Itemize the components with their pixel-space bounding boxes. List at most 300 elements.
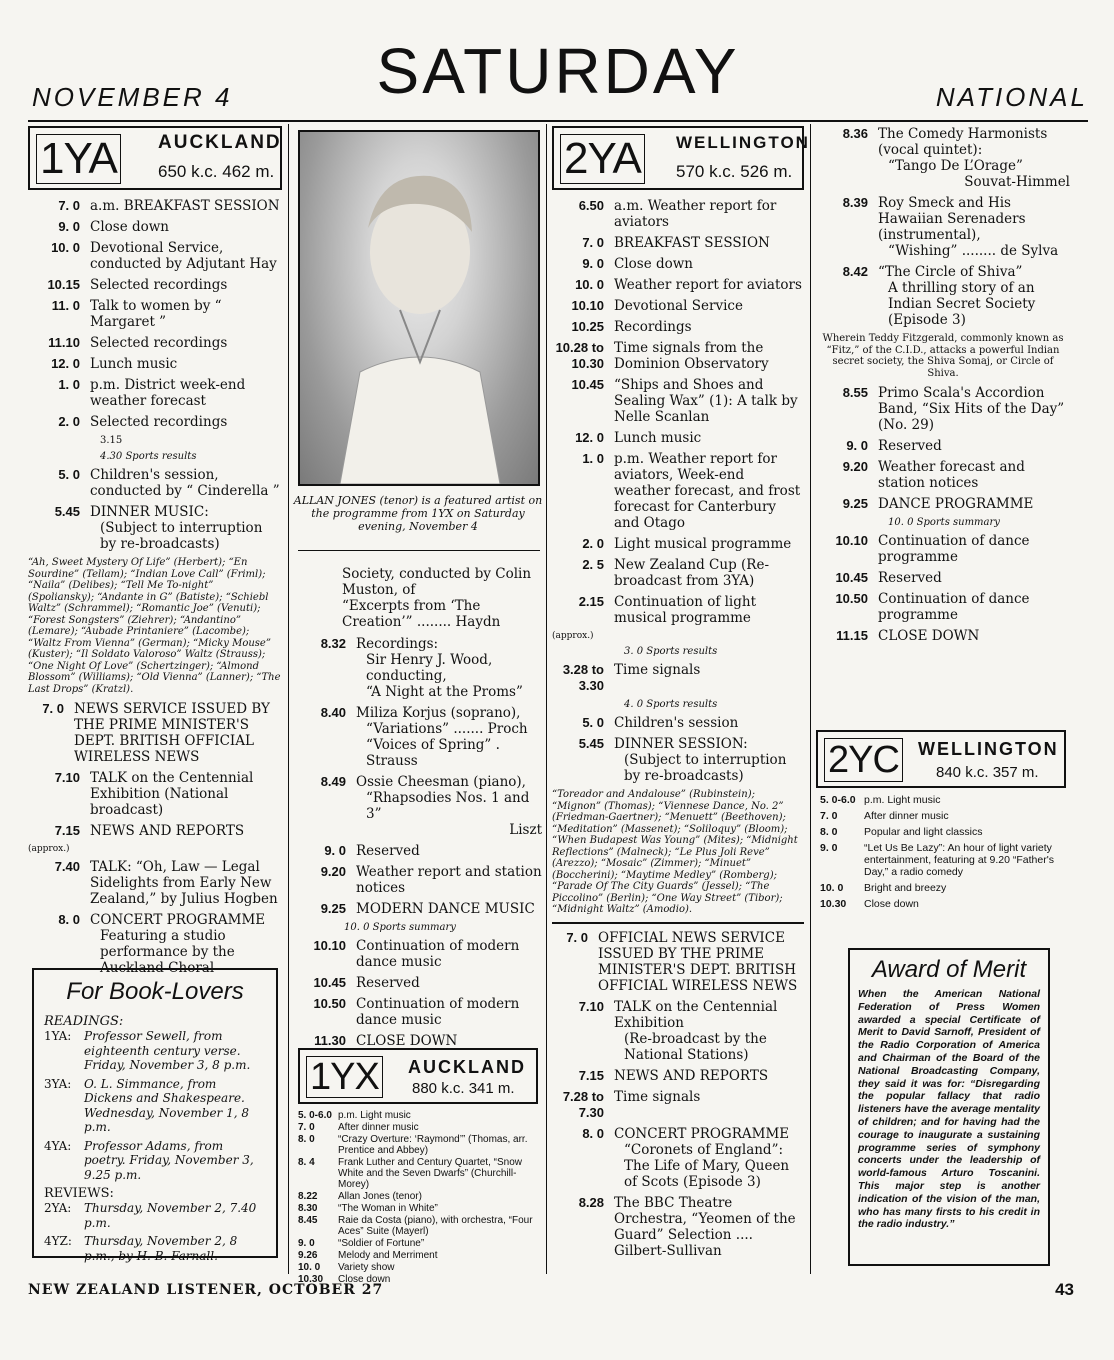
- programme-title: DINNER MUSIC:: [90, 504, 209, 520]
- programme-text: [90, 377, 282, 409]
- programme-item: [28, 298, 282, 330]
- programme-list: [28, 467, 282, 552]
- programme-time: 11. 0: [51, 298, 80, 313]
- shirt-shape: [340, 357, 500, 484]
- programme-item: [298, 1122, 542, 1133]
- programme-detail: “Rhapsodies Nos. 1 and 3”: [366, 790, 530, 822]
- book-entry: [44, 1234, 266, 1263]
- programme-item: [816, 438, 1070, 454]
- programme-time: 3.28 to 3.30: [562, 662, 604, 693]
- programme-title: Variety show: [338, 1262, 395, 1273]
- station-frequency: 650 k.c. 462 m.: [158, 162, 275, 181]
- programme-list: [294, 636, 542, 917]
- programme-text: [90, 770, 282, 818]
- programme-text: [864, 842, 1068, 878]
- programme-title: Continuation of modern dance music: [356, 996, 520, 1028]
- programme-time: 8.42: [842, 264, 868, 279]
- programme-text: [878, 459, 1070, 491]
- programme-title: Miliza Korjus (soprano),: [356, 705, 521, 721]
- programme-text: [864, 826, 1068, 838]
- programme-title: Selected recordings: [90, 335, 228, 351]
- programme-item: [552, 930, 804, 994]
- programme-text: [614, 319, 804, 335]
- programme-item: [298, 1203, 542, 1214]
- programme-title: “Ships and Shoes and Sealing Wax” (1): A talk by Nelle Scanlan: [614, 377, 798, 425]
- programme-list: [552, 198, 804, 626]
- programme-time: 8. 4: [298, 1157, 315, 1168]
- sub-item: 4. 0 Sports results: [624, 699, 718, 710]
- programme-title: “Let Us Be Lazy”: An hour of light variety entertainment, featuring at 9.20 “Father's Day,” a radio comedy: [864, 842, 1054, 878]
- programme-title: Weather forecast and station notices: [878, 459, 1025, 491]
- programme-item: [28, 823, 282, 839]
- programme-list-1yx: [298, 1110, 542, 1286]
- programme-item: [28, 467, 282, 499]
- programme-text: [614, 340, 804, 372]
- page-title: SATURDAY: [376, 35, 740, 107]
- programme-time: 8. 0: [298, 1134, 315, 1145]
- programme-text: [614, 536, 804, 552]
- programme-time: 5.45: [54, 504, 80, 519]
- programme-time: 5.45: [578, 736, 604, 751]
- programme-title: Primo Scala's Accordion Band, “Six Hits of the Day” (No. 29): [878, 385, 1065, 433]
- programme-text: NEWS SERVICE ISSUED BY THE PRIME MINISTER'S DEPT. BRITISH OFFICIAL WIRELESS NEWS: [74, 701, 270, 765]
- readings-list: [44, 1029, 266, 1182]
- station-call-sign: 2YA: [560, 134, 645, 184]
- programme-item: [820, 810, 1068, 822]
- book-detail: O. L. Simmance, from Dickens and Shakespeare. Wednesday, November 1, 8 p.m.: [84, 1076, 249, 1134]
- programme-text: [356, 975, 542, 991]
- reviews-list: [44, 1201, 266, 1263]
- programme-title: The Comedy Harmonists (vocal quintet):: [878, 126, 1048, 158]
- programme-item: [298, 1262, 542, 1273]
- programme-title: Frank Luther and Century Quartet, “Snow White and the Seven Dwarfs” (Churchill-Morey): [338, 1157, 522, 1190]
- programme-item: [552, 662, 804, 694]
- programme-item: [820, 842, 1068, 878]
- programme-list: [28, 859, 282, 976]
- programme-text: [90, 219, 282, 235]
- programme-item: [552, 256, 804, 272]
- programme-time: 8. 0: [582, 1125, 604, 1141]
- programme-item: [28, 377, 282, 409]
- programme-time: 11.15: [836, 628, 868, 643]
- programme-time: 7.15: [54, 823, 80, 838]
- book-entry: [44, 1077, 266, 1135]
- programme-title: After dinner music: [338, 1122, 419, 1133]
- programme-title: CLOSE DOWN: [878, 628, 980, 644]
- book-station: 1YA:: [44, 1029, 72, 1043]
- programme-title: Light musical programme: [614, 536, 792, 552]
- programme-title: Close down: [90, 219, 170, 235]
- programme-title: Continuation of dance programme: [878, 533, 1030, 565]
- programme-list: [28, 198, 282, 430]
- book-station: 4YZ:: [44, 1234, 72, 1248]
- programme-item: [820, 898, 1068, 910]
- programme-time: 10.50: [313, 996, 346, 1011]
- programme-text: [878, 496, 1070, 512]
- programme-time: 7.40: [54, 859, 80, 874]
- station-city: AUCKLAND: [158, 132, 282, 153]
- programme-time: 10.15: [47, 277, 80, 292]
- programme-title: New Zealand Cup (Re-broadcast from 3YA): [614, 557, 769, 589]
- column-4: [816, 126, 1070, 649]
- programme-time: 8. 0: [58, 912, 80, 927]
- programme-item: [28, 240, 282, 272]
- programme-item: [552, 298, 804, 314]
- programme-text: [614, 1089, 804, 1121]
- book-detail: Professor Adams, from poetry. Friday, November 3, 9.25 p.m.: [84, 1138, 254, 1182]
- programme-item: [816, 195, 1070, 259]
- footer-publication: NEW ZEALAND LISTENER, OCTOBER 27: [28, 1282, 384, 1298]
- column-1ya: [28, 126, 282, 981]
- programme-detail: (Re-broadcast by the National Stations): [624, 1030, 767, 1063]
- programme-title: DINNER SESSION:: [614, 736, 748, 752]
- station-call-sign: 2YC: [824, 738, 903, 782]
- programme-item: [552, 377, 804, 425]
- programme-time: 10.10: [571, 298, 604, 313]
- programme-item: [294, 996, 542, 1028]
- page-header: [28, 36, 1088, 116]
- programme-title: “The Woman in White”: [338, 1203, 438, 1214]
- programme-text: [356, 705, 542, 769]
- programme-time: 10.30: [820, 898, 847, 910]
- station-city: WELLINGTON: [676, 133, 810, 152]
- programme-list: [816, 126, 1070, 328]
- section-rule: [552, 922, 804, 924]
- dinner-music-note: “Ah, Sweet Mystery Of Life” (Herbert); “En Sourdine” (Tellam); “Indian Love Call” (Friml); “Naila” (Delibes); “Tell Me To-night” (Spoliansky); “Andante in G” (Batiste); “Schiebl Waltz” (Schrammel); “Romantic Joe” (Venuti); “Forest Songsters” (Ziehrer); “Andantino” (Lemare); “Aubade Printaniere” (Lacombe); “Waltz From Vienna” (German); “Micky Mouse” (Kuster); “Il Soldato Valoroso” Waltz (Strauss); “One Night Of Love” (Schertzinger); “Almond Blossom” (Williams); “Old Vienna” (Lanner); “The Last Drops” (Kratzl).: [28, 557, 281, 695]
- book-entry: [44, 1029, 266, 1073]
- programme-text: [614, 999, 804, 1063]
- programme-item: [294, 636, 542, 700]
- book-detail: Thursday, November 2, 8 p.m., by H. B. Farnall.: [84, 1234, 238, 1263]
- programme-title: Talk to women by “ Margaret ”: [90, 298, 222, 330]
- programme-title: After dinner music: [864, 810, 949, 822]
- programme-text: [878, 628, 1070, 644]
- programme-time: 10.28 to 10.30: [555, 340, 604, 371]
- programme-item: [820, 826, 1068, 838]
- programme-title: CONCERT PROGRAMME: [614, 1125, 790, 1142]
- programme-text: [878, 385, 1070, 433]
- programme-text: [614, 1195, 804, 1259]
- programme-time: 10.10: [835, 533, 868, 548]
- programme-text: [614, 557, 804, 589]
- programme-text: [614, 662, 804, 694]
- programme-item: [28, 356, 282, 372]
- book-station: 4YA:: [44, 1138, 72, 1153]
- programme-text: [878, 126, 1070, 190]
- station-call-sign: 1YA: [36, 134, 121, 184]
- programme-title: Ossie Cheesman (piano),: [356, 774, 526, 790]
- sub-item: 10. 0 Sports summary: [344, 922, 456, 933]
- programme-title: TALK: “Oh, Law — Legal Sidelights from Early New Zealand,” by Julius Hogben: [90, 859, 278, 907]
- programme-detail: (Subject to interruption by re-broadcasts): [624, 752, 787, 784]
- programme-item: [294, 938, 542, 970]
- programme-text: [878, 195, 1070, 259]
- programme-text: [614, 451, 804, 531]
- programme-text: [356, 938, 542, 970]
- programme-text: [614, 594, 804, 626]
- programme-time: 2. 0: [58, 414, 80, 429]
- programme-item: [816, 533, 1070, 565]
- programme-text: [338, 1191, 542, 1202]
- programme-detail: Featuring a studio performance by the Auckland Choral: [100, 928, 235, 976]
- programme-text: [614, 277, 804, 293]
- programme-title: Close down: [864, 898, 919, 910]
- photo-caption: ALLAN JONES (tenor) is a featured artist on the programme from 1YX on Saturday evening, November 4: [293, 494, 543, 533]
- programme-item: [294, 975, 542, 991]
- programme-item: [816, 126, 1070, 190]
- programme-item: [298, 1238, 542, 1249]
- programme-title: CLOSE DOWN: [356, 1033, 458, 1049]
- station-header-2ya: [552, 126, 810, 190]
- programme-time: 9. 0: [846, 438, 868, 453]
- programme-detail: (Subject to interruption by re-broadcasts): [100, 520, 263, 552]
- programme-title: “Crazy Overture: ‘Raymond’” (Thomas, arr. Prentice and Abbey): [338, 1134, 528, 1156]
- programme-text: [614, 377, 804, 425]
- programme-title: “The Circle of Shiva”: [878, 264, 1023, 280]
- column-divider: [810, 124, 811, 1274]
- programme-text: [90, 414, 282, 430]
- programme-item: [816, 385, 1070, 433]
- programme-text: [338, 1250, 542, 1261]
- programme-time: 5. 0: [582, 715, 604, 730]
- programme-title: Continuation of light musical programme: [614, 594, 757, 626]
- programme-text: [864, 810, 1068, 822]
- programme-time: 7.15: [578, 1067, 604, 1083]
- programme-list: [552, 662, 804, 694]
- programme-time: 12. 0: [51, 356, 80, 371]
- page-number: 43: [1055, 1280, 1074, 1299]
- programme-title: Raie da Costa (piano), with orchestra, “Four Aces” Suite (Mayerl): [338, 1215, 533, 1237]
- book-entry: [44, 1201, 266, 1230]
- award-text: When the American National Federation of Press Women awarded a special Certificate of Merit to David Sarnoff, President of the Radio Corporation of America and Chairman of the Board of the National Broadcasting Company, they said it was for: “Disregarding the popular fallacy that radio listeners have the average mentality of children; and for having had the courage to inaugurate a sustaining programme series of symphony concerts under the leadership of world-famous Arturo Toscanini. This major step is another indication of the vision of the man, who has many firsts to his credit in the radio industry.”: [858, 988, 1040, 1231]
- programme-text: [864, 794, 1068, 806]
- programme-detail: “Voices of Spring” . Strauss: [366, 737, 500, 769]
- programme-item: [552, 235, 804, 251]
- station-frequency: 880 k.c. 341 m.: [412, 1080, 515, 1097]
- programme-time: 5. 0-6.0: [298, 1110, 332, 1121]
- programme-item: [298, 1250, 542, 1261]
- box-title: For Book-Lovers: [66, 978, 244, 1005]
- programme-title: “Soldier of Fortune”: [338, 1238, 425, 1249]
- programme-title: The BBC Theatre Orchestra, “Yeomen of the Guard” Selection .... Gilbert-Sullivan: [614, 1194, 796, 1259]
- programme-time: 8.45: [298, 1215, 318, 1226]
- programme-time: 10.10: [313, 938, 346, 953]
- programme-time: 7. 0: [42, 701, 64, 716]
- programme-item: [552, 430, 804, 446]
- programme-time: 5. 0-6.0: [820, 794, 856, 806]
- programme-title: Continuation of modern dance music: [356, 938, 520, 970]
- serial-note: Wherein Teddy Fitzgerald, commonly known as “Fitz,” of the C.I.D., attacks a powerful Indian secret society, the Shiva Somaj, or Circle of Shiva.: [822, 333, 1064, 379]
- programme-time: 12. 0: [575, 430, 604, 445]
- programme-title: Weather report and station notices: [356, 864, 542, 896]
- programme-list: [816, 533, 1070, 644]
- programme-text: [356, 864, 542, 896]
- programme-time: 5. 0: [58, 467, 80, 482]
- programme-title: p.m. Light music: [864, 794, 941, 806]
- programme-text: [356, 636, 542, 700]
- programme-text: [864, 898, 1068, 910]
- header-region: NATIONAL: [935, 82, 1088, 112]
- programme-title: Selected recordings: [90, 414, 228, 430]
- programme-item: [816, 264, 1070, 328]
- column-divider: [288, 124, 289, 1274]
- programme-title: Reserved: [878, 570, 942, 586]
- programme-text: [614, 298, 804, 314]
- programme-detail: “Tango De L’Orage”: [888, 158, 1023, 174]
- programme-item: [552, 1126, 804, 1190]
- programme-item: [820, 794, 1068, 806]
- programme-item: [816, 459, 1070, 491]
- programme-text: [338, 1157, 542, 1190]
- programme-time: 7. 0: [582, 235, 604, 250]
- programme-title: NEWS AND REPORTS: [614, 1067, 769, 1084]
- programme-composer: Liszt: [509, 822, 542, 838]
- programme-time: 7. 0: [820, 810, 838, 822]
- programme-item: [552, 340, 804, 372]
- programme-time: 9.20: [842, 459, 868, 474]
- award-of-merit-box: [848, 948, 1050, 1266]
- programme-item: [552, 999, 804, 1063]
- station-city: AUCKLAND: [408, 1057, 526, 1077]
- sub-item: 3. 0 Sports results: [624, 646, 718, 657]
- programme-text: [90, 240, 282, 272]
- programme-time: 10. 0: [575, 277, 604, 292]
- programme-time: 8.36: [842, 126, 868, 141]
- programme-title: Allan Jones (tenor): [338, 1191, 422, 1202]
- programme-item: [294, 1033, 542, 1049]
- programme-text: [338, 1215, 542, 1237]
- artist-photo: [298, 130, 540, 486]
- programme-time: 10.50: [835, 591, 868, 606]
- programme-title: NEWS AND REPORTS: [90, 823, 245, 839]
- programme-time: 11.30: [314, 1033, 346, 1048]
- approx-label: (approx.): [28, 844, 70, 854]
- programme-text: [878, 591, 1070, 623]
- station-frequency: 840 k.c. 357 m.: [936, 764, 1039, 781]
- programme-time: 7. 0: [566, 929, 588, 945]
- header-date: NOVEMBER 4: [32, 82, 233, 112]
- portrait-illustration: [300, 132, 538, 484]
- programme-item: [816, 591, 1070, 623]
- programme-detail: The Life of Mary, Queen of Scots (Episode 3): [624, 1157, 790, 1190]
- programme-time: 10. 0: [820, 882, 844, 894]
- programme-title: Close down: [614, 256, 694, 272]
- programme-text: [338, 1122, 542, 1133]
- readings-label: READINGS:: [44, 1014, 124, 1029]
- programme-title: Reserved: [878, 438, 942, 454]
- column-divider: [546, 124, 547, 1274]
- programme-time: 10.45: [313, 975, 346, 990]
- programme-title: CONCERT PROGRAMME: [90, 912, 266, 928]
- programme-title: Weather report for aviators: [614, 277, 802, 293]
- book-detail: Professor Sewell, from eighteenth century verse. Friday, November 3, 8 p.m.: [84, 1029, 251, 1072]
- programme-text: [356, 774, 542, 838]
- programme-item: [28, 859, 282, 907]
- programme-title: Recordings: [614, 319, 692, 335]
- programme-title: p.m. Light music: [338, 1110, 411, 1121]
- programme-text: [90, 467, 282, 499]
- programme-item: [294, 901, 542, 917]
- programme-text: [338, 1110, 542, 1121]
- programme-title: Close down: [338, 1274, 391, 1285]
- programme-time: 10. 0: [298, 1262, 321, 1273]
- station-header-1yx: [298, 1048, 538, 1104]
- programme-text: [338, 1262, 542, 1273]
- programme-text: [614, 256, 804, 272]
- programme-title: DANCE PROGRAMME: [878, 496, 1034, 512]
- programme-item: [552, 319, 804, 335]
- programme-item: [294, 705, 542, 769]
- programme-title: Reserved: [356, 843, 420, 859]
- programme-detail: “Wishing” ........ de Sylva: [888, 243, 1059, 259]
- programme-item: [552, 1089, 804, 1121]
- programme-item: [294, 843, 542, 859]
- programme-list: [552, 999, 804, 1259]
- programme-item: [298, 1134, 542, 1156]
- programme-text: [614, 736, 804, 784]
- programme-time: 2. 5: [582, 557, 604, 572]
- column-2: [294, 566, 542, 1054]
- dinner-music-note: “Toreador and Andalouse” (Rubinstein); “Mignon” (Thomas); “Viennese Dance, No. 2” (Friedman-Gaertner); “Menuett” (Beethoven); “Meditation” (Massenet); “Soliloquy” (Bloom); “When Budapest Was Young” (Mites); “Midnight Reflections” (Malneck); “Le Plus Joli Reve” (Arezzo); “Mosaic” (Zimmer); “Minuet” (Boccherini); “Maytime Medley” (Romberg); “Parade Of The City Guards” (Jessel); “The Piccolino” (Berlin); “One Way Street” (Tibor); “Midnight Waltz” (Amodio).: [552, 789, 798, 915]
- programme-text: [356, 996, 542, 1028]
- programme-item: [298, 1110, 542, 1121]
- programme-title: Melody and Merriment: [338, 1250, 438, 1261]
- programme-time: 2.15: [578, 594, 604, 609]
- programme-list-2yc: [820, 794, 1068, 914]
- reviews-label: REVIEWS:: [44, 1186, 114, 1201]
- programme-text: [614, 430, 804, 446]
- programme-text: [878, 438, 1070, 454]
- programme-text: [356, 1033, 542, 1049]
- programme-list: [816, 385, 1070, 512]
- programme-item: [552, 1068, 804, 1084]
- programme-time: 8. 0: [820, 826, 838, 838]
- programme-item: [28, 770, 282, 818]
- programme-time: 7.28 to 7.30: [562, 1088, 604, 1120]
- programme-title: Lunch music: [614, 430, 702, 446]
- programme-item: [820, 882, 1068, 894]
- programme-time: 9.25: [320, 901, 346, 916]
- programme-title: Reserved: [356, 975, 420, 991]
- programme-text: [338, 1203, 542, 1214]
- programme-text: [356, 843, 542, 859]
- continued-text: Society, conducted by Colin Muston, of: [342, 566, 532, 598]
- programme-time: 9. 0: [58, 219, 80, 234]
- programme-time: 9. 0: [582, 256, 604, 271]
- programme-detail: “A Night at the Proms”: [366, 684, 523, 700]
- header-rule: [28, 120, 1088, 122]
- programme-time: 10.45: [835, 570, 868, 585]
- sub-item: 3.15: [100, 435, 123, 446]
- programme-text: [614, 1068, 804, 1084]
- programme-time: 8.55: [842, 385, 868, 400]
- programme-item: [28, 701, 282, 765]
- programme-time: 8.32: [320, 636, 346, 651]
- programme-title: TALK on the Centennial Exhibition (National broadcast): [90, 770, 254, 818]
- programme-title: Popular and light classics: [864, 826, 983, 838]
- programme-title: a.m. BREAKFAST SESSION: [90, 198, 280, 214]
- station-header-2yc: [816, 730, 1066, 788]
- programme-item: [552, 536, 804, 552]
- programme-item: [28, 912, 282, 976]
- book-station: 3YA:: [44, 1076, 72, 1091]
- programme-text: [90, 335, 282, 351]
- programme-title: Devotional Service: [614, 298, 743, 314]
- box-title: Award of Merit: [871, 956, 1027, 983]
- programme-text: [90, 859, 282, 907]
- programme-title: Children's session, conducted by “ Cinderella ”: [90, 467, 280, 499]
- programme-text: [878, 264, 1070, 328]
